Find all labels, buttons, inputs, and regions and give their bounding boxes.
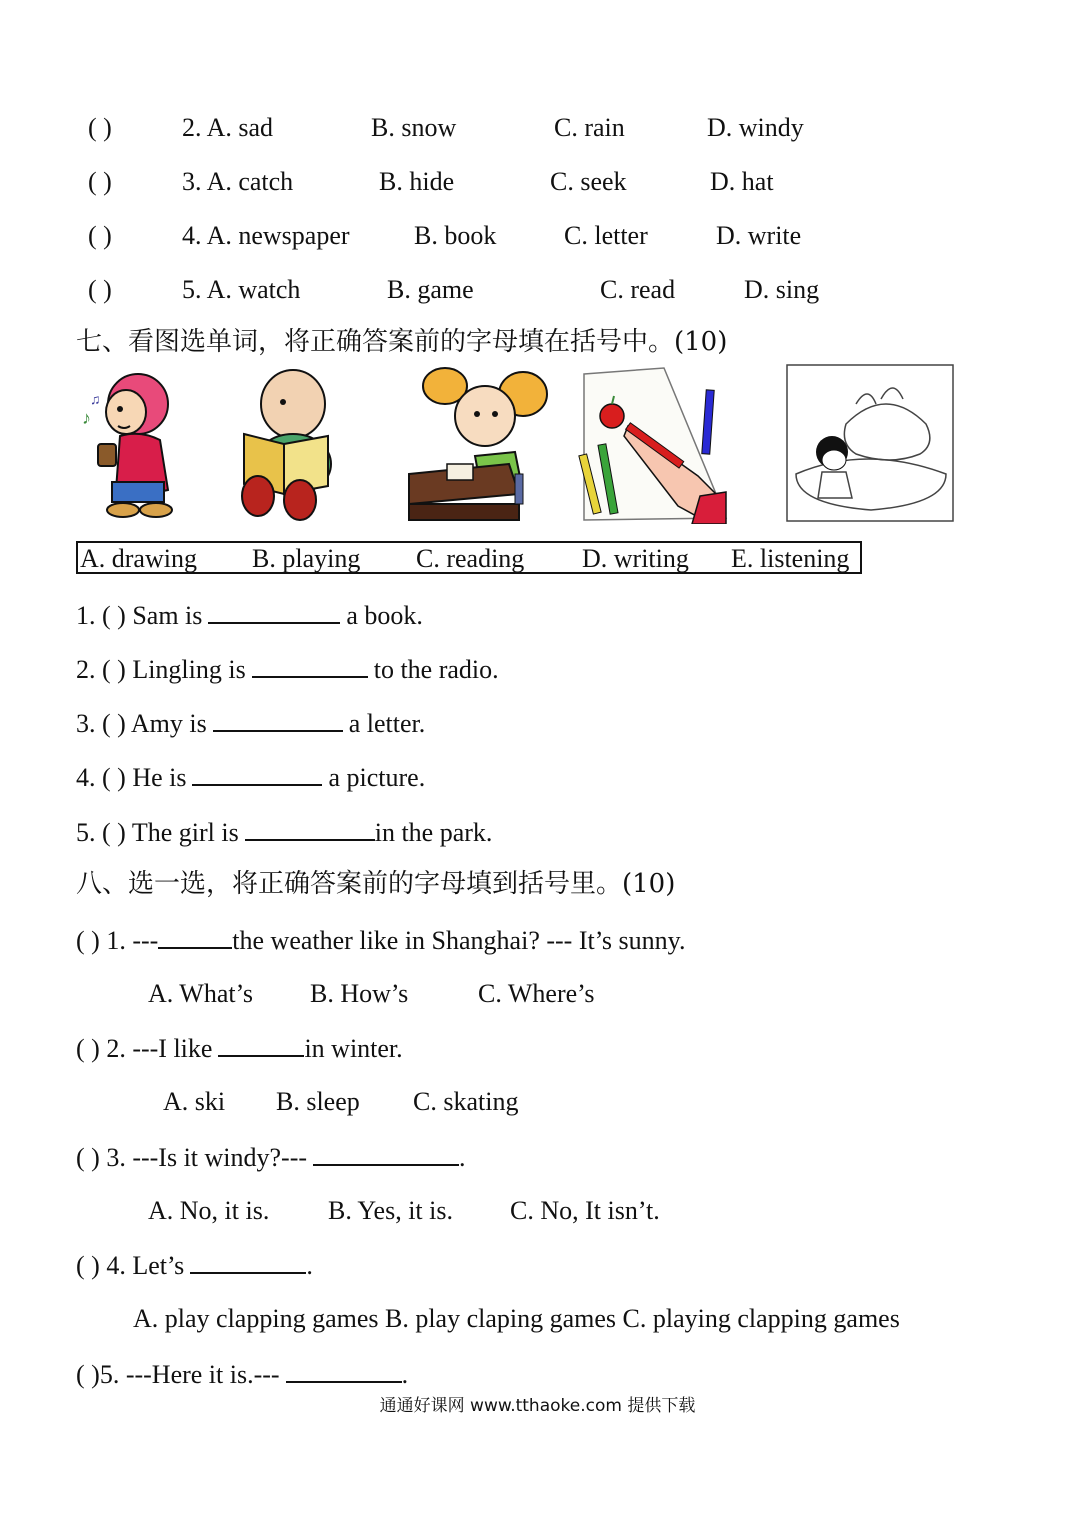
answer-blank[interactable] — [158, 925, 232, 949]
question-suffix: . — [459, 1143, 466, 1172]
option-a: A. What’s — [148, 979, 253, 1008]
question-suffix: the weather like in Shanghai? --- It’s sunny. — [232, 926, 686, 955]
answer-blank[interactable] — [213, 708, 343, 732]
sec7-item-2 — [76, 654, 499, 685]
item-suffix: to the radio. — [373, 655, 499, 684]
option-c: C. read — [600, 275, 676, 304]
option-d: D. windy — [707, 113, 804, 142]
question-prefix: ( ) 4. Let’s — [76, 1251, 185, 1280]
answer-paren[interactable]: ( ) — [88, 275, 112, 304]
sec7-item-4 — [76, 762, 425, 793]
word-bank-box — [76, 541, 862, 574]
answer-blank[interactable] — [190, 1250, 306, 1274]
answer-blank[interactable] — [208, 600, 340, 624]
option-c: C. rain — [554, 113, 625, 142]
option-a: 5. A. watch — [182, 275, 301, 304]
item-suffix: a letter. — [348, 709, 426, 738]
item-prefix: 4. ( ) He is — [76, 763, 187, 792]
sec7-item-5 — [76, 817, 492, 848]
sec8-question-5 — [76, 1359, 408, 1390]
option-b: B. book — [414, 221, 497, 250]
item-prefix: 2. ( ) Lingling is — [76, 655, 246, 684]
sec8-question-4 — [76, 1250, 313, 1281]
item-prefix: 3. ( ) Amy is — [76, 709, 207, 738]
question-prefix: ( )5. ---Here it is.--- — [76, 1360, 280, 1389]
sec8-question-3 — [76, 1142, 466, 1173]
option-b: B. How’s — [310, 979, 409, 1008]
option-d: D. write — [716, 221, 802, 250]
answer-paren[interactable]: ( ) — [88, 113, 112, 142]
answer-blank[interactable] — [252, 654, 368, 678]
answer-blank[interactable] — [218, 1033, 304, 1057]
sec8-q4-options: A. play clapping games B. play claping games C. playing clapping games — [133, 1304, 900, 1333]
question-suffix: in winter. — [304, 1034, 403, 1063]
section-8-heading: 八、选一选，将正确答案前的字母填到括号里。(10) — [76, 869, 676, 899]
option-d: D. sing — [744, 275, 820, 304]
word-option-b: B. playing — [252, 544, 361, 573]
option-c: C. skating — [413, 1087, 519, 1116]
option-a: 2. A. sad — [182, 113, 273, 142]
question-prefix: ( ) 2. ---I like — [76, 1034, 213, 1063]
option-a: 4. A. newspaper — [182, 221, 350, 250]
boy-reading-book-image — [238, 364, 343, 524]
option-d: D. hat — [710, 167, 774, 196]
word-option-a: A. drawing — [80, 544, 197, 573]
sec7-item-3 — [76, 708, 425, 739]
svg-text:♪: ♪ — [82, 408, 91, 428]
answer-paren[interactable]: ( ) — [88, 167, 112, 196]
option-b: B. hide — [379, 167, 455, 196]
answer-blank[interactable] — [313, 1142, 459, 1166]
option-a: A. ski — [163, 1087, 226, 1116]
girl-playing-park-image — [786, 364, 954, 522]
option-c: C. seek — [550, 167, 627, 196]
answer-blank[interactable] — [286, 1359, 402, 1383]
option-c: C. No, It isn’t. — [510, 1196, 660, 1225]
word-option-e: E. listening — [731, 544, 850, 573]
item-suffix: in the park. — [374, 818, 493, 847]
option-a: 3. A. catch — [182, 167, 294, 196]
word-option-d: D. writing — [582, 544, 689, 573]
girl-listening-music-image — [78, 364, 203, 524]
item-suffix: a picture. — [328, 763, 426, 792]
option-a: A. No, it is. — [148, 1196, 270, 1225]
question-prefix: ( ) 1. --- — [76, 926, 159, 955]
item-suffix: a book. — [346, 601, 423, 630]
svg-text:♫: ♫ — [90, 393, 101, 408]
option-c: C. Where’s — [478, 979, 595, 1008]
word-option-c: C. reading — [416, 544, 525, 573]
question-suffix: . — [401, 1360, 409, 1389]
option-b: B. sleep — [276, 1087, 360, 1116]
answer-blank[interactable] — [192, 762, 322, 786]
option-c: C. letter — [564, 221, 648, 250]
item-prefix: 5. ( ) The girl is — [76, 818, 239, 847]
sec8-question-2 — [76, 1033, 403, 1064]
question-prefix: ( ) 3. ---Is it windy?--- — [76, 1143, 308, 1172]
section-7-heading: 七、看图选单词，将正确答案前的字母填在括号中。(10) — [76, 327, 728, 357]
hand-drawing-apple-image — [578, 364, 728, 524]
answer-blank[interactable] — [245, 817, 375, 841]
girl-writing-letter-image — [405, 364, 553, 524]
sec7-item-1 — [76, 600, 423, 631]
option-b: B. snow — [371, 113, 457, 142]
item-prefix: 1. ( ) Sam is — [76, 601, 203, 630]
page-footer: 通通好课网 www.tthaoke.com 提供下载 — [379, 1396, 696, 1416]
option-b: B. Yes, it is. — [328, 1196, 453, 1225]
question-suffix: . — [306, 1251, 313, 1280]
answer-paren[interactable]: ( ) — [88, 221, 112, 250]
option-b: B. game — [387, 275, 474, 304]
sec8-question-1 — [76, 925, 685, 956]
